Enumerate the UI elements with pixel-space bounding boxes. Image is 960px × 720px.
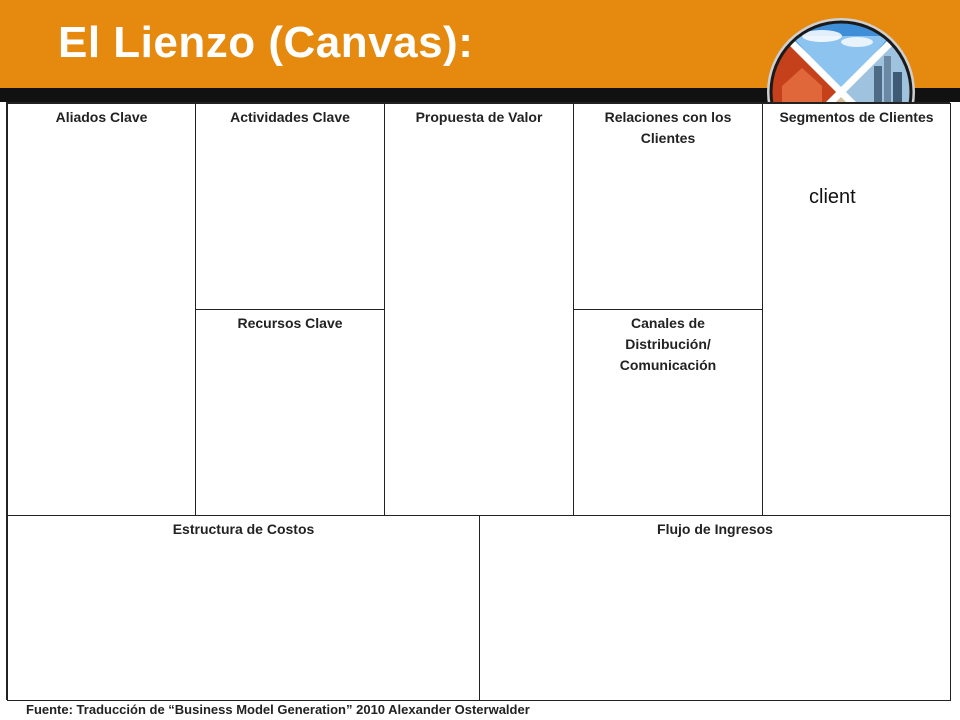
cell-flujo-de-ingresos[interactable] xyxy=(479,515,951,701)
cell-estructura-de-costos[interactable] xyxy=(7,515,480,701)
cell-segmentos-de-clientes[interactable] xyxy=(762,103,951,516)
source-footnote: Fuente: Traducción de “Business Model Generation” 2010 Alexander Osterwalder xyxy=(26,702,530,717)
cell-label-recursos-clave: Recursos Clave xyxy=(237,315,343,331)
cell-label-segmentos-de-clientes: Segmentos de Clientes xyxy=(779,109,934,125)
globe-quadrant-logo-icon xyxy=(762,16,924,116)
cell-label-flujo-de-ingresos: Flujo de Ingresos xyxy=(657,521,773,537)
cell-label-estructura-de-costos: Estructura de Costos xyxy=(172,521,315,537)
cell-label-canales: Canales de Distribución/ Comunicación xyxy=(619,315,717,373)
cell-label-relaciones-con-clientes: Relaciones con los Clientes xyxy=(604,109,732,146)
cell-label-actividades-clave: Actividades Clave xyxy=(230,109,350,125)
segmentos-note-text: client xyxy=(809,186,856,208)
cell-label-propuesta-de-valor: Propuesta de Valor xyxy=(415,109,543,125)
cell-label-aliados-clave: Aliados Clave xyxy=(55,109,148,125)
business-model-canvas xyxy=(6,102,950,700)
slide-title: El Lienzo (Canvas): xyxy=(58,18,474,67)
cell-aliados-clave[interactable] xyxy=(7,103,196,516)
cell-propuesta-de-valor[interactable] xyxy=(384,103,574,516)
cell-recursos-clave[interactable] xyxy=(195,309,385,516)
cell-relaciones-con-clientes[interactable] xyxy=(573,103,763,310)
cell-actividades-clave[interactable] xyxy=(195,103,385,310)
cell-canales[interactable] xyxy=(573,309,763,516)
